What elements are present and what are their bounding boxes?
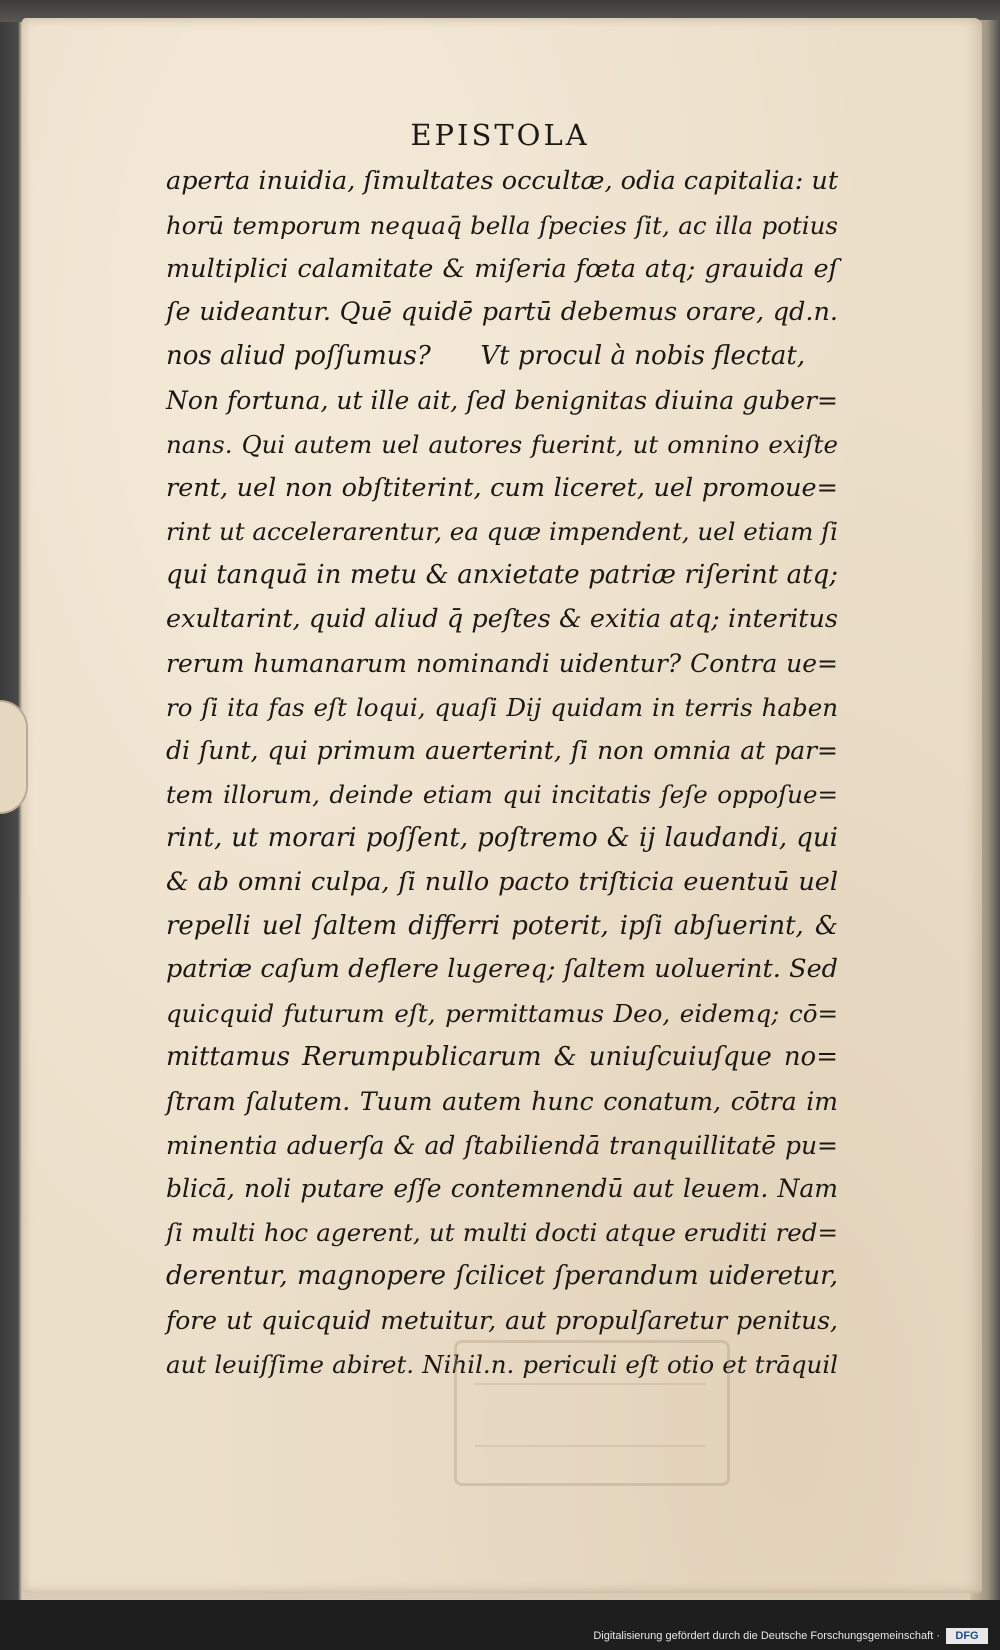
- page-tab-marker: [0, 700, 28, 814]
- text-line: repelli uel ſaltem differri poterit, ipſi abſuerint, &: [166, 910, 838, 941]
- text-line: Non fortuna, ut ille ait, ſed benignitas diuina guber=: [166, 385, 838, 415]
- text-line: ſi multi hoc agerent, ut multi docti atque eruditi red=: [166, 1218, 838, 1248]
- text-line: multiplici calamitate & miſeria fœta atq; grauida eſ: [166, 253, 838, 284]
- text-line: ro ſi ita fas eſt loqui, quaſi Dij quidam in terris haben: [166, 692, 838, 722]
- text-line: derentur, magnopere ſcilicet ſperandum uideretur,: [166, 1260, 838, 1291]
- text-line: rerum humanarum nominandi uidentur? Contra ue=: [166, 648, 838, 678]
- text-line: fore ut quicquid metuitur, aut propulſaretur penitus,: [166, 1305, 838, 1335]
- text-line: aut leuiſſime abiret. Nihil.n. periculi eſt otio et trāquil: [166, 1349, 838, 1379]
- digitization-credit: Digitalisierung gefördert durch die Deutsche Forschungsgemeinschaft ·: [593, 1630, 940, 1642]
- text-line: nans. Qui autem uel autores fuerint, ut omnino exiſte: [166, 429, 838, 459]
- text-line: & ab omni culpa, ſi nullo pacto triſticia euentuū uel: [166, 866, 838, 897]
- text-line: rint ut accelerarentur, ea quæ impendent, uel etiam ſi: [166, 517, 838, 547]
- running-head: EPISTOLA: [410, 118, 590, 152]
- text-line: horū temporum nequaq̄ bella ſpecies ſit, ac illa potius: [166, 210, 838, 240]
- text-line: di ſunt, qui primum auerterint, ſi non omnia at par=: [166, 736, 838, 766]
- text-line: minentia aduerſa & ad ſtabiliendā tranquillitatē pu=: [166, 1130, 838, 1160]
- text-line: aperta inuidia, ſimultates occultæ, odia capitalia: ut: [166, 166, 839, 196]
- text-line: qui tanquā in metu & anxietate patriæ riſerint atq;: [166, 560, 838, 591]
- text-line: nos aliud poſſumus? Vt procul à nobis flectat,: [166, 341, 806, 372]
- footer-bar: [0, 1600, 1000, 1650]
- library-stamp: [454, 1340, 730, 1486]
- text-line: ſe uideantur. Quē quidē partū debemus orare, qd.n.: [166, 297, 838, 328]
- text-line: mittamus Rerumpublicarum & uniuſcuiuſque no=: [166, 1041, 838, 1072]
- library-stamp-inner: [475, 1383, 705, 1447]
- text-line: rent, uel non obſtiterint, cum liceret, uel promoue=: [166, 472, 838, 503]
- text-line: rint, ut morari poſſent, poſtremo & ij laudandi, qui: [166, 822, 838, 853]
- text-line: patriæ caſum deflere lugereq; ſaltem uoluerint. Sed: [166, 954, 838, 985]
- text-line: ſtram ſalutem. Tuum autem hunc conatum, cōtra im: [166, 1086, 838, 1116]
- text-line: exultarint, quid aliud q̄ peſtes & exitia atq; interitus: [166, 603, 838, 634]
- dfg-logo: DFG: [946, 1628, 988, 1644]
- body-text: [166, 160, 838, 1386]
- text-line: tem illorum, deinde etiam qui incitatis ſeſe oppoſue=: [166, 780, 838, 810]
- text-line: quicquid futurum eſt, permittamus Deo, eidemq; cō=: [166, 999, 838, 1029]
- text-line: blicā, noli putare eſſe contemnendū aut leuem. Nam: [166, 1174, 838, 1204]
